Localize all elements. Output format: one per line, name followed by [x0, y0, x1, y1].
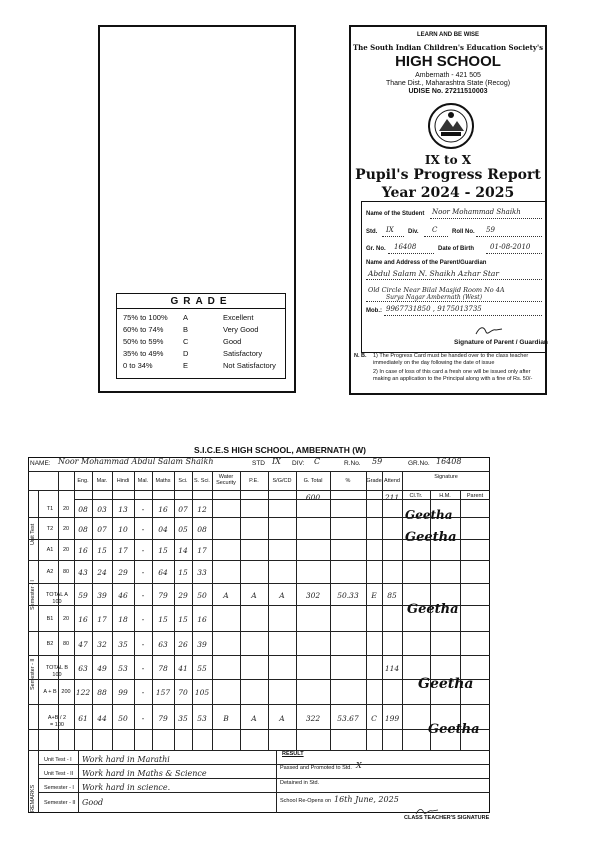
mark-cell-maths: 79 [158, 591, 168, 600]
mark-cell-water: A [223, 591, 229, 600]
rno-label: R.No. [344, 460, 361, 467]
mark-cell-mar: 88 [97, 688, 107, 697]
row-label: B2 [46, 641, 54, 647]
mark-cell-sci: 29 [178, 591, 188, 600]
nb-note-2: 2) In case of loss of this card a fresh one will be issued only after making an application to the Principal along with a fine of Rs. 50/- [373, 369, 533, 382]
mark-cell-attend: 199 [384, 714, 400, 723]
gr-label: Gr. No. [366, 246, 386, 252]
mark-cell-hindi: 18 [118, 615, 128, 624]
mark-cell-hindi: 10 [118, 525, 128, 534]
detained-label: Detained in Std. [280, 780, 320, 786]
passed-label: Passed and Promoted to Std. [280, 765, 352, 771]
school-emblem-icon [427, 101, 475, 151]
header-signature: Signature [434, 474, 458, 480]
mark-cell-eng: 59 [78, 591, 88, 600]
header-gtotal: G. Total [303, 478, 323, 484]
student-name: Noor Mohammad Abdul Salam Shaikh [58, 457, 214, 466]
remark-text: Work hard in science. [82, 783, 171, 792]
mark-cell-mal: - [141, 714, 145, 723]
row-max-marks: 80 [62, 641, 70, 647]
mark-cell-mal: - [141, 505, 145, 514]
mark-cell-maths: 64 [158, 568, 168, 577]
school-address: Ambernath - 421 505 [415, 72, 481, 79]
mark-cell-hindi: 53 [118, 664, 128, 673]
rno-value: 59 [372, 457, 383, 466]
header-pe: P.E. [249, 478, 259, 484]
name-label: NAME: [30, 460, 51, 467]
student-name-value: Noor Mohammad Shaikh [432, 208, 521, 216]
report-title: Pupil's Progress Report [355, 167, 541, 183]
mark-cell-sci: 15 [178, 568, 188, 577]
mark-cell-mal: - [141, 688, 145, 697]
mark-cell-sci: 41 [178, 664, 188, 673]
div-label: Div. [408, 229, 419, 235]
mark-cell-water: B [223, 714, 229, 723]
roll-value: 59 [486, 226, 495, 234]
header-ssci: S. Sci. [194, 478, 210, 484]
remark-label: Unit Test - I [44, 757, 72, 763]
remark-text: Good [82, 798, 104, 807]
grade-title: GRADE [170, 296, 232, 307]
nb-note-1: 1) The Progress Card must be handed over to the class teacher immediately on the day following the date of issue [373, 353, 529, 366]
mark-cell-maths: 79 [158, 714, 168, 723]
header-mal: Mal. [137, 478, 149, 484]
mark-cell-eng: 63 [78, 664, 88, 673]
mark-cell-ssci: 33 [197, 568, 207, 577]
mark-cell-sci: 70 [178, 688, 188, 697]
motto: LEARN AND BE WISE [416, 32, 480, 38]
header-attend: Attend [384, 478, 400, 484]
mark-cell-maths: 15 [158, 615, 168, 624]
mobile-label: Mob.: [366, 308, 382, 314]
mark-cell-mar: 32 [97, 640, 107, 649]
remarks-group-label: REMARKS [30, 784, 36, 812]
div-value: C [432, 226, 438, 234]
semester-1-group-label: Semester - I [30, 580, 36, 610]
mark-cell-pe: A [251, 714, 257, 723]
mark-cell-sci: 05 [178, 525, 188, 534]
mark-cell-ssci: 08 [197, 525, 207, 534]
header-water-security: Water Security [216, 474, 236, 486]
mark-cell-eng: 16 [78, 615, 88, 624]
div-value: C [314, 457, 321, 466]
class-range: IX to X [424, 153, 472, 167]
std-value: IX [272, 457, 281, 466]
passed-value: X [356, 761, 362, 770]
result-label: RESULT [282, 751, 304, 757]
row-max-marks: 20 [62, 616, 70, 622]
mark-cell-sci: 07 [178, 505, 188, 514]
row-label: TOTAL B [45, 665, 69, 671]
mark-cell-eng: 16 [78, 546, 88, 555]
row-max-marks: = 100 [50, 722, 64, 728]
mark-cell-hindi: 29 [118, 568, 128, 577]
notes-block [354, 353, 544, 383]
mobile-value: 9967731850 , 9175013735 [386, 305, 482, 313]
class-teacher-signature: Geetha [405, 530, 457, 545]
mark-cell-mar: 07 [97, 525, 107, 534]
dob-label: Date of Birth [438, 246, 474, 252]
row-max-marks: 100 [52, 672, 62, 678]
mark-cell-pct: 53.67 [337, 714, 359, 723]
mark-cell-sgcd: A [279, 591, 285, 600]
mark-cell-hindi: 17 [118, 546, 128, 555]
row-max-marks: 80 [62, 569, 70, 575]
mark-cell-sci: 35 [178, 714, 188, 723]
header-hm: H.M. [439, 493, 451, 499]
parent-address-line2: Old Circle Near Bilal Masjid Room No 4A [368, 286, 505, 294]
header-maths: Maths [155, 478, 171, 484]
mark-cell-mal: - [141, 664, 145, 673]
row-max-marks: 20 [62, 506, 70, 512]
mark-cell-hindi: 99 [118, 688, 128, 697]
row-max-marks: 100 [52, 599, 62, 605]
div-label: DIV: [292, 460, 305, 467]
row-max-marks: 20 [62, 547, 70, 553]
row-label: T2 [46, 526, 54, 532]
mark-cell-maths: 16 [158, 505, 168, 514]
gr-value: 16408 [436, 457, 462, 466]
mark-cell-attend: 114 [384, 664, 400, 673]
mark-cell-grade: C [371, 714, 377, 723]
row-max-marks: 200 [61, 689, 71, 695]
mark-cell-mar: 03 [97, 505, 107, 514]
mark-cell-maths: 63 [158, 640, 168, 649]
udise-number: UDISE No. 27211510003 [408, 88, 488, 95]
gr-label: GR.No. [408, 460, 430, 467]
school-name: HIGH SCHOOL [395, 53, 501, 70]
mark-cell-eng: 47 [78, 640, 88, 649]
mark-cell-hindi: 13 [118, 505, 128, 514]
mark-cell-maths: 157 [155, 688, 171, 697]
mark-cell-mar: 49 [97, 664, 107, 673]
mark-cell-mal: - [141, 525, 145, 534]
sheet-title: S.I.C.E.S HIGH SCHOOL, AMBERNATH (W) [194, 445, 366, 455]
mark-cell-mar: 44 [97, 714, 107, 723]
remark-label: Semester - II [44, 800, 76, 806]
mark-cell-ssci: 105 [194, 688, 210, 697]
gr-value: 16408 [394, 243, 417, 251]
parent-address-line3: Surya Nagar Ambernath (West) [386, 294, 483, 301]
header-mar: Mar. [96, 478, 108, 484]
remark-label: Semester - I [44, 785, 74, 791]
mark-cell-maths: 78 [158, 664, 168, 673]
mark-cell-mar: 15 [97, 546, 107, 555]
mark-cell-hindi: 46 [118, 591, 128, 600]
mark-cell-sci: 26 [178, 640, 188, 649]
mark-cell-gtotal: 322 [305, 714, 321, 723]
mark-cell-eng: 122 [75, 688, 91, 697]
header-parent: Parent [466, 493, 484, 499]
class-teacher-signature: Geetha [418, 676, 474, 692]
row-label: A + B [43, 689, 57, 695]
mark-cell-pe: A [251, 591, 257, 600]
mark-cell-mal: - [141, 568, 145, 577]
header-grade: Grade [366, 478, 382, 484]
gtotal-max: 600 [305, 493, 321, 502]
parent-signature [474, 324, 504, 338]
header-hindi: Hindi [116, 478, 130, 484]
std-label: Std. [366, 229, 378, 235]
header-class-teacher: Cl.Tr. [409, 493, 423, 499]
reopen-label: School Re-Opens on [280, 798, 332, 804]
header-sci: Sci. [178, 478, 188, 484]
nb-label: N. B. [354, 353, 367, 359]
mark-cell-hindi: 35 [118, 640, 128, 649]
parent-address-line1: Abdul Salam N. Shaikh Azhar Star [368, 269, 499, 278]
std-value: IX [386, 226, 394, 234]
class-teacher-signature: Geetha [407, 602, 459, 617]
header-sgcd: S/G/CD [272, 478, 292, 484]
parent-label: Name and Address of the Parent/Guardian [366, 260, 487, 266]
mark-cell-gtotal: 302 [305, 591, 321, 600]
mark-cell-eng: 08 [78, 525, 88, 534]
mark-cell-ssci: 16 [197, 615, 207, 624]
remark-text: Work hard in Marathi [82, 755, 170, 764]
mark-cell-mal: - [141, 615, 145, 624]
mark-cell-hindi: 50 [118, 714, 128, 723]
mark-cell-maths: 15 [158, 546, 168, 555]
mark-cell-sci: 14 [178, 546, 188, 555]
society-name: The South Indian Children's Education Society's [352, 43, 544, 52]
mark-cell-eng: 08 [78, 505, 88, 514]
parent-signature-label: Signature of Parent / Guardian [454, 339, 548, 346]
mark-cell-ssci: 50 [197, 591, 207, 600]
mark-cell-attend: 85 [387, 591, 397, 600]
remark-text: Work hard in Maths & Science [82, 769, 207, 778]
mark-cell-mal: - [141, 640, 145, 649]
row-label: B1 [46, 616, 54, 622]
mark-cell-ssci: 17 [197, 546, 207, 555]
mark-cell-ssci: 55 [197, 664, 207, 673]
row-max-marks: 20 [62, 526, 70, 532]
mark-cell-mar: 24 [97, 568, 107, 577]
mark-cell-eng: 43 [78, 568, 88, 577]
mark-cell-mal: - [141, 546, 145, 555]
mark-cell-sgcd: A [279, 714, 285, 723]
academic-year: Year 2024 - 2025 [381, 185, 515, 201]
row-label: T1 [46, 506, 54, 512]
mark-cell-ssci: 53 [197, 714, 207, 723]
grade-legend: GRADE 75% to 100% A Excellent 60% to 74% B Very Good 50% to 59% C Good 35% to 49% D Satisfactory 0 to 34% E Not Satisfactory [116, 293, 286, 379]
header-eng: Eng. [77, 478, 89, 484]
mark-cell-mar: 17 [97, 615, 107, 624]
dob-value: 01-08-2010 [490, 243, 531, 251]
mark-cell-maths: 04 [158, 525, 168, 534]
school-district: Thane Dist., Maharashtra State (Recog) [385, 80, 511, 87]
reopen-value: 16th June, 2025 [334, 795, 399, 804]
mark-cell-grade: E [371, 591, 377, 600]
semester-2-group-label: Semester - II [30, 658, 36, 690]
class-teacher-signature-label: CLASS TEACHER'S SIGNATURE [404, 815, 490, 821]
row-label: A2 [46, 569, 54, 575]
mark-cell-sci: 15 [178, 615, 188, 624]
remark-label: Unit Test - II [44, 771, 74, 777]
row-label: TOTAL A [46, 592, 68, 598]
roll-label: Roll No. [452, 229, 475, 235]
mark-cell-pct: 50.33 [337, 591, 359, 600]
row-label: A+B / 2 [47, 715, 67, 721]
student-name-label: Name of the Student [366, 211, 425, 217]
class-teacher-signature: Geetha [405, 508, 453, 522]
mark-cell-mar: 39 [97, 591, 107, 600]
std-label: STD [252, 460, 265, 467]
student-info-box [361, 201, 547, 353]
attend-total: 211 [384, 493, 400, 502]
row-label: A1 [46, 547, 54, 553]
class-teacher-signature: Geetha [428, 722, 480, 737]
header-percent: % [345, 478, 351, 484]
mark-cell-mal: - [141, 591, 145, 600]
mark-cell-ssci: 12 [197, 505, 207, 514]
unit-test-group-label: Unit Test [30, 523, 36, 545]
mark-cell-eng: 61 [78, 714, 88, 723]
mark-cell-ssci: 39 [197, 640, 207, 649]
